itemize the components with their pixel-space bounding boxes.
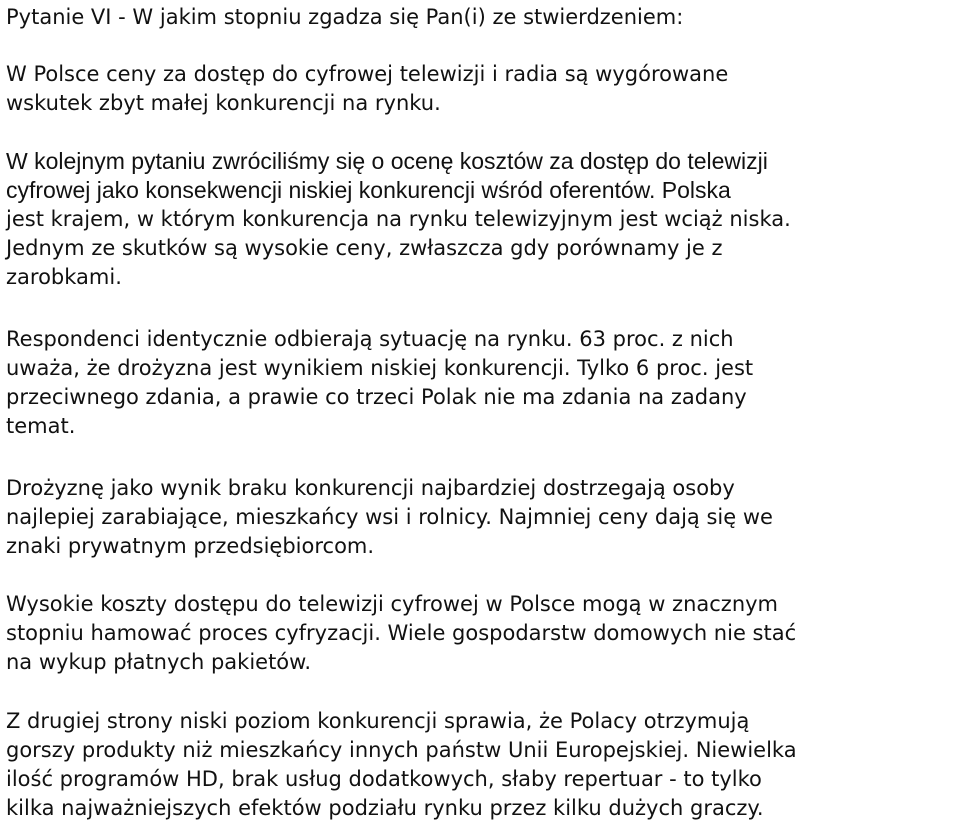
intro-line: zarobkami.: [6, 265, 122, 289]
statement-line: W Polsce ceny za dostęp do cyfrowej telewizji i radia są wygórowane: [6, 62, 729, 86]
intro-line: Jednym ze skutków są wysokie ceny, zwłaszcza gdy porównamy je z: [6, 236, 723, 260]
results-line: uważa, że drożyzna jest wynikiem niskiej konkurencji. Tylko 6 proc. jest: [6, 356, 754, 380]
quality-line: ilość programów HD, brak usług dodatkowych, słaby repertuar - to tylko: [6, 767, 762, 791]
statement-line: wskutek zbyt małej konkurencji na rynku.: [6, 91, 441, 115]
question-statement: [6, 60, 728, 118]
groups-line: znaki prywatnym przedsiębiorcom.: [6, 534, 375, 558]
intro-line: jest krajem, w którym konkurencja na rynku telewizyjnym jest wciąż niska.: [6, 207, 791, 231]
quality-line: kilka najważniejszych efektów podziału rynku przez kilku dużych graczy.: [6, 796, 764, 820]
costs-paragraph: [6, 590, 796, 677]
groups-line: Drożyznę jako wynik braku konkurencji najbardziej dostrzegają osoby: [6, 476, 735, 500]
results-line: temat.: [6, 414, 76, 438]
intro-line: cyfrowej jako konsekwencji niskiej konkurencji wśród oferentów. Polska: [6, 177, 731, 203]
groups-line: najlepiej zarabiające, mieszkańcy wsi i rolnicy. Najmniej ceny dają się we: [6, 505, 773, 529]
intro-line: W kolejnym pytaniu zwróciliśmy się o ocenę kosztów za dostęp do telewizji: [6, 148, 768, 174]
costs-line: na wykup płatnych pakietów.: [6, 650, 312, 674]
costs-line: stopniu hamować proces cyfryzacji. Wiele gospodarstw domowych nie stać: [6, 621, 797, 645]
results-line: Respondenci identycznie odbierają sytuację na rynku. 63 proc. z nich: [6, 327, 734, 351]
results-line: przeciwnego zdania, a prawie co trzeci Polak nie ma zdania na zadany: [6, 385, 747, 409]
groups-paragraph: [6, 474, 773, 561]
question-title: [6, 3, 683, 32]
results-paragraph: [6, 325, 753, 441]
costs-line: Wysokie koszty dostępu do telewizji cyfrowej w Polsce mogą w znacznym: [6, 592, 779, 616]
quality-paragraph: [6, 707, 797, 823]
quality-line: Z drugiej strony niski poziom konkurencji sprawia, że Polacy otrzymują: [6, 709, 750, 733]
quality-line: gorszy produkty niż mieszkańcy innych państw Unii Europejskiej. Niewielka: [6, 738, 797, 762]
title-line: Pytanie VI - W jakim stopniu zgadza się Pan(i) ze stwierdzeniem:: [6, 5, 684, 29]
intro-paragraph: [6, 147, 791, 292]
